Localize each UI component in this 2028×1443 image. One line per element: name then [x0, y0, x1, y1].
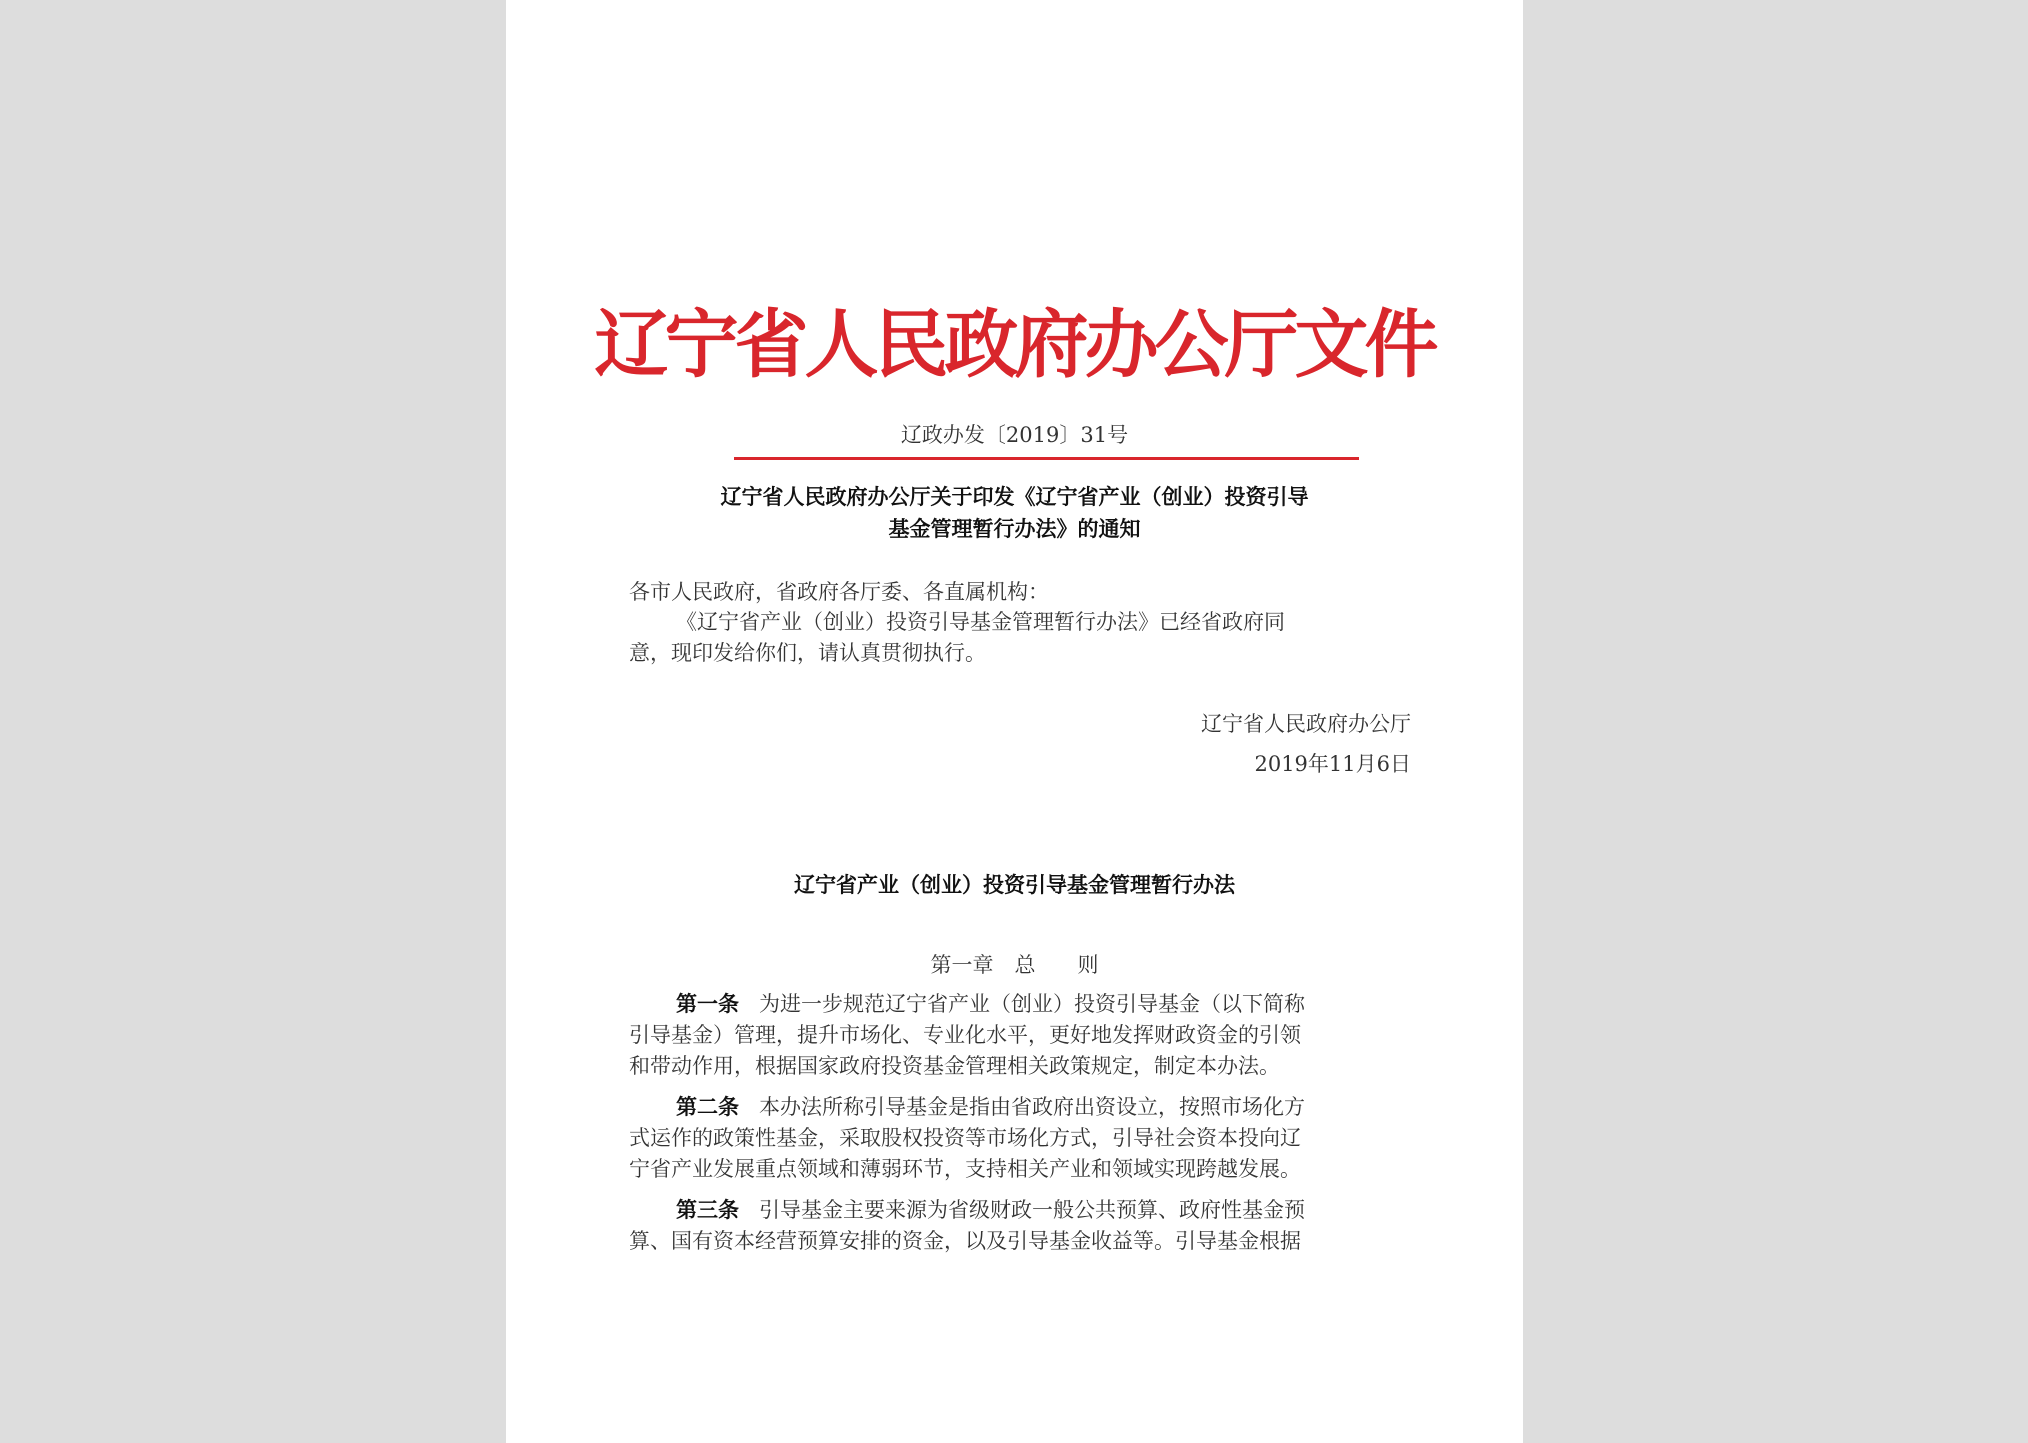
article-2-first-line	[676, 1092, 1305, 1122]
issue-date: 2019年11月6日	[1254, 752, 1411, 776]
article-3-text: 引导基金主要来源为省级财政一般公共预算、政府性基金预	[759, 1198, 1305, 1222]
article-2-line-3: 宁省产业发展重点领域和薄弱环节，支持相关产业和领域实现跨越发展。	[629, 1157, 1301, 1181]
article-1-line-3: 和带动作用，根据国家政府投资基金管理相关政策规定，制定本办法。	[629, 1054, 1280, 1078]
chapter-heading: 第一章 总 则	[930, 953, 1099, 977]
document-banner-title: 辽宁省人民政府办公厅文件	[594, 302, 1435, 388]
notice-body-line-2: 意，现印发给你们，请认真贯彻执行。	[629, 641, 986, 665]
article-1-first-line	[676, 989, 1305, 1019]
issuer-signature: 辽宁省人民政府办公厅	[1201, 712, 1411, 736]
measure-title: 辽宁省产业（创业）投资引导基金管理暂行办法	[794, 872, 1235, 897]
article-2-label: 第二条	[676, 1094, 739, 1119]
notice-title-line-2: 基金管理暂行办法》的通知	[888, 516, 1141, 541]
article-1-text: 为进一步规范辽宁省产业（创业）投资引导基金（以下简称	[759, 992, 1305, 1016]
salutation: 各市人民政府，省政府各厅委、各直属机构：	[629, 580, 1049, 604]
notice-body-line-1: 《辽宁省产业（创业）投资引导基金管理暂行办法》已经省政府同	[676, 610, 1285, 634]
article-3-label: 第三条	[676, 1197, 739, 1222]
notice-title-line-1: 辽宁省人民政府办公厅关于印发《辽宁省产业（创业）投资引导	[720, 484, 1309, 509]
article-1-label: 第一条	[676, 991, 739, 1016]
document-page	[506, 0, 1523, 1443]
article-2-text: 本办法所称引导基金是指由省政府出资设立，按照市场化方	[759, 1095, 1305, 1119]
article-1-line-2: 引导基金）管理，提升市场化、专业化水平，更好地发挥财政资金的引领	[629, 1023, 1301, 1047]
article-3-line-2: 算、国有资本经营预算安排的资金，以及引导基金收益等。引导基金根据	[629, 1229, 1301, 1253]
article-3-first-line	[676, 1195, 1305, 1225]
document-number: 辽政办发〔2019〕31号	[900, 423, 1129, 447]
article-2-line-2: 式运作的政策性基金，采取股权投资等市场化方式，引导社会资本投向辽	[629, 1126, 1301, 1150]
red-separator-line	[734, 457, 1359, 460]
